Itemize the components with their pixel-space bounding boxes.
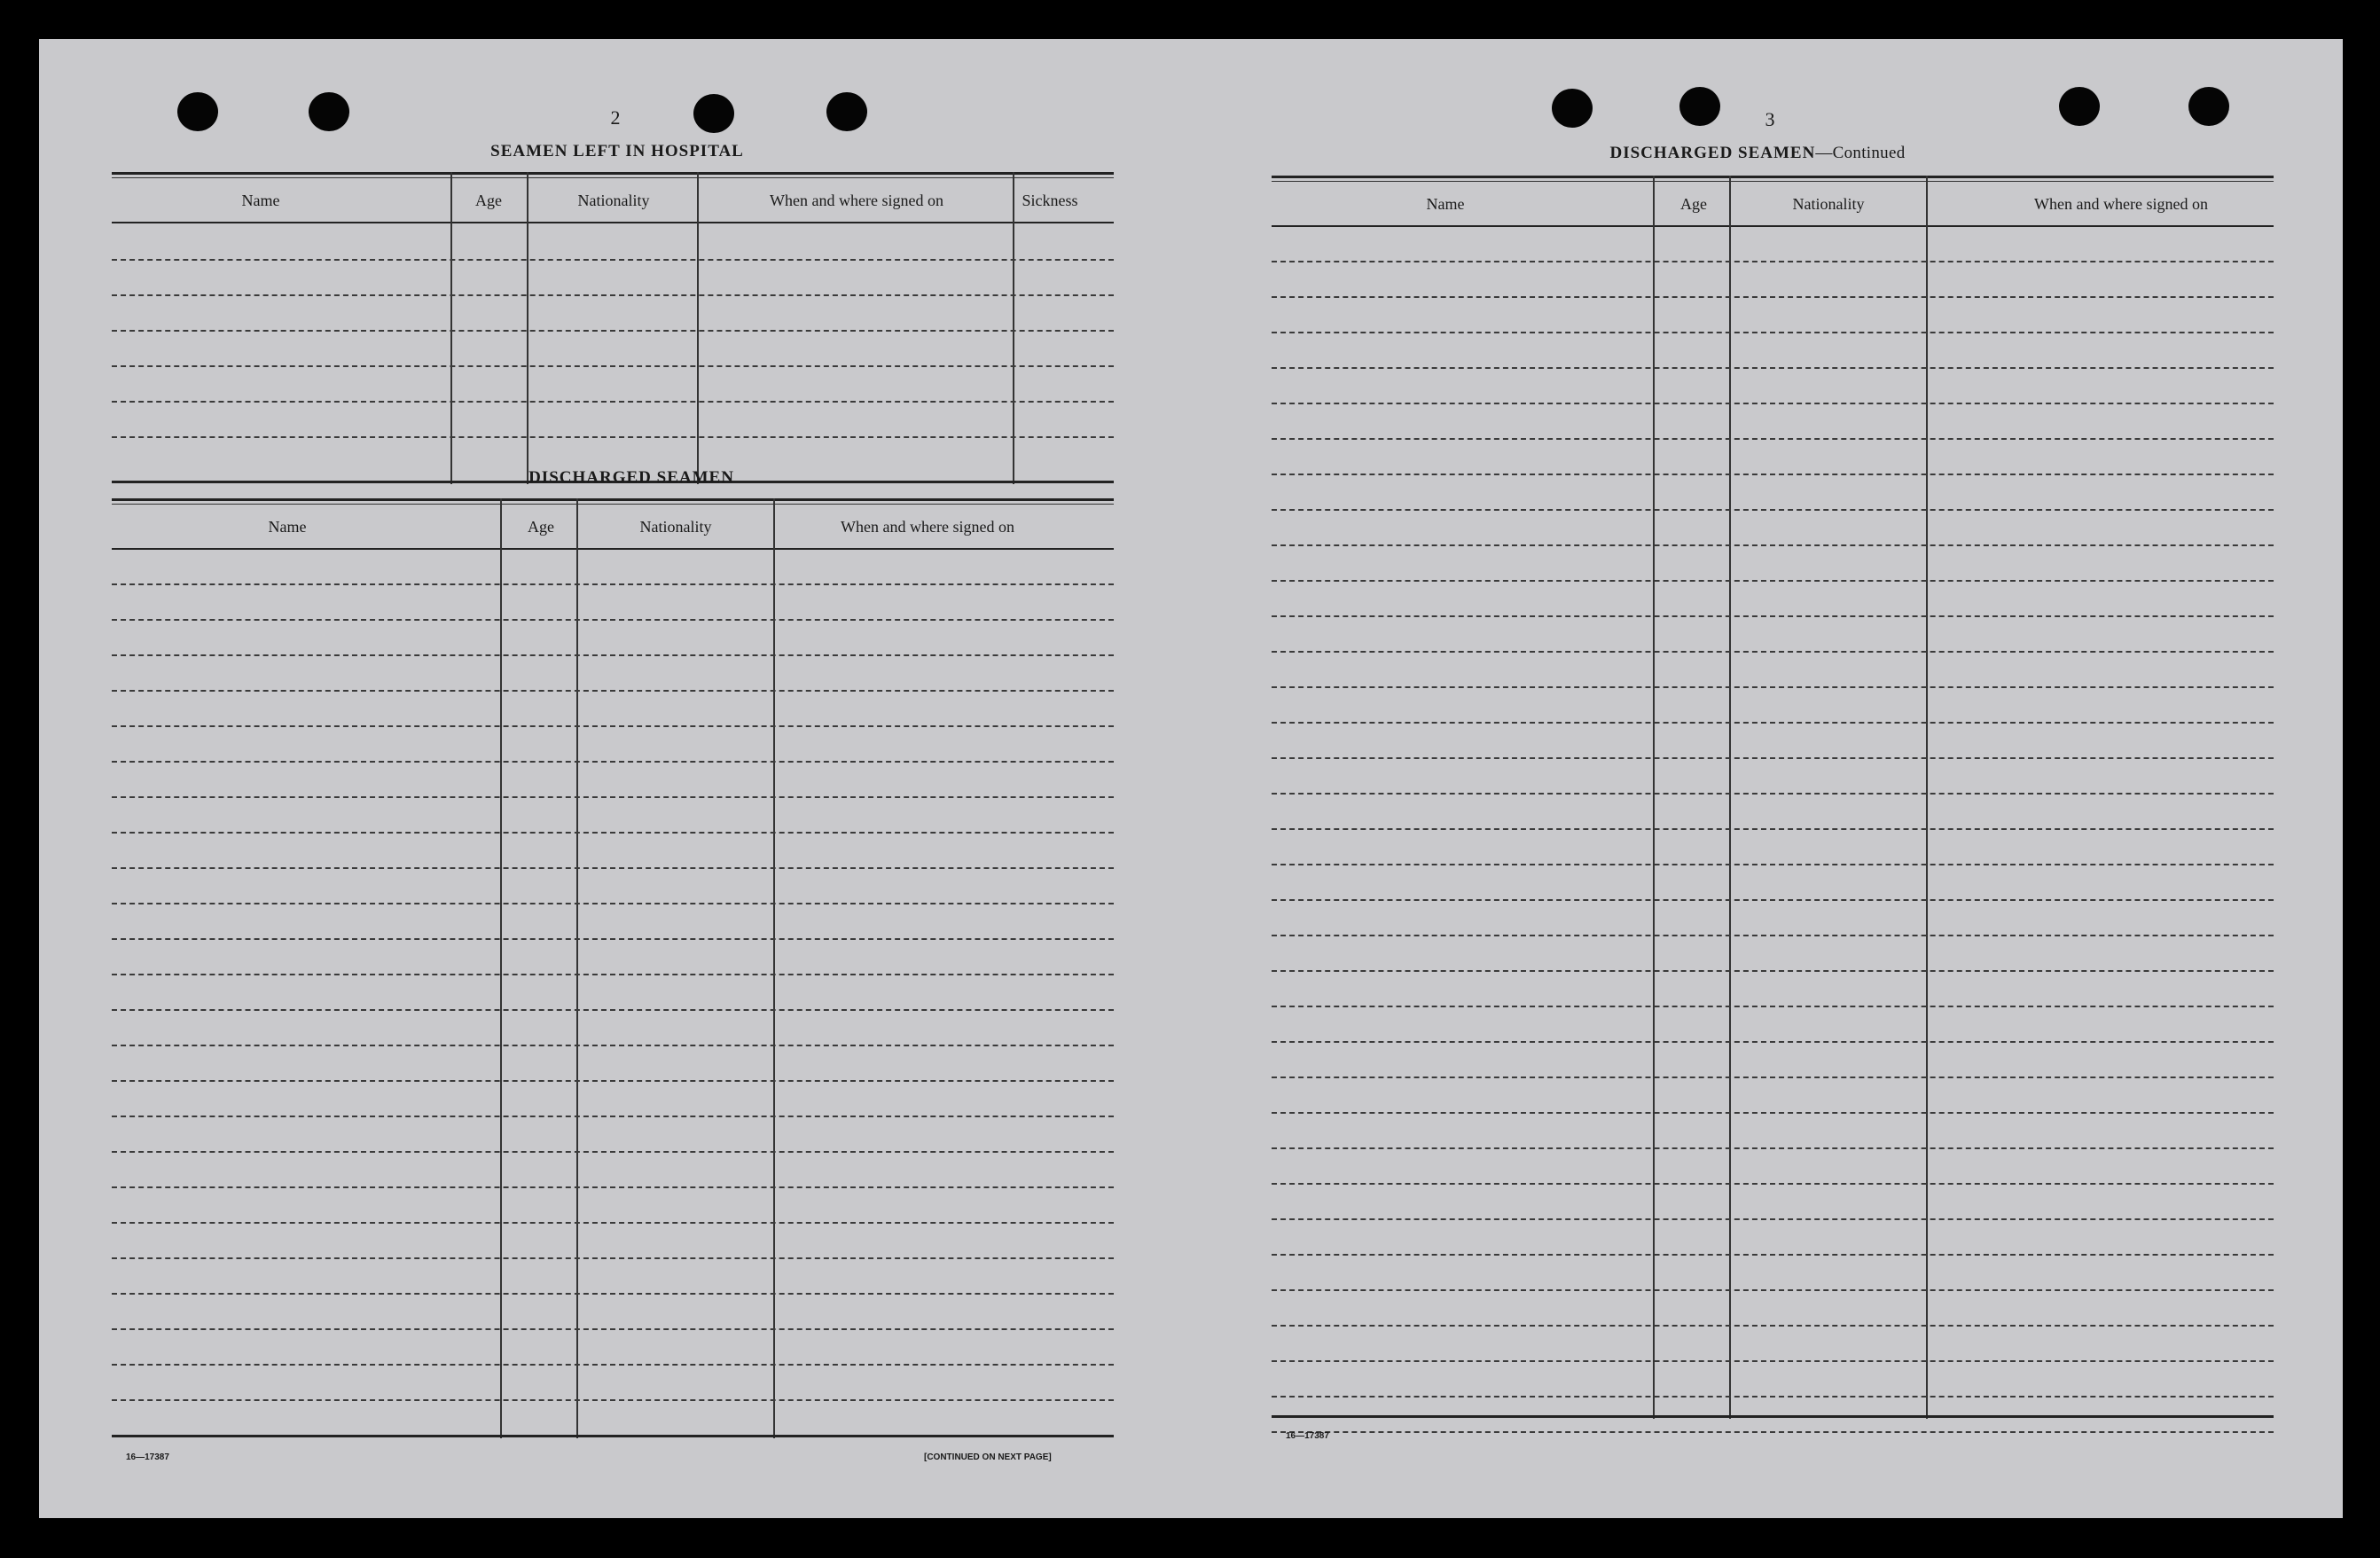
- column-divider: [1653, 176, 1655, 1419]
- column-divider: [1926, 176, 1928, 1419]
- table-row-line: [112, 1364, 1114, 1366]
- punch-hole: [1679, 87, 1720, 126]
- table-top-rule-thin: [112, 177, 1114, 178]
- table-bottom-rule: [112, 1435, 1114, 1437]
- table-row-line: [112, 1293, 1114, 1295]
- column-header-signed-on: When and where signed on: [841, 518, 1014, 536]
- column-header-signed-on: When and where signed on: [2034, 195, 2208, 213]
- table-row-line: [112, 938, 1114, 940]
- table-row-line: [112, 1045, 1114, 1046]
- column-header-age: Age: [1680, 195, 1707, 213]
- table-row-line: [112, 974, 1114, 975]
- table-row-line: [1272, 1254, 2274, 1256]
- hospital-section-title: SEAMEN LEFT IN HOSPITAL: [490, 142, 744, 160]
- table-row-line: [112, 903, 1114, 904]
- header-underline: [1272, 225, 2274, 227]
- table-top-rule-thin: [1272, 181, 2274, 182]
- hospital-table: [112, 172, 1114, 489]
- form-number-right: 16—17387: [1286, 1431, 1329, 1441]
- table-row-line: [112, 259, 1114, 261]
- column-header-nationality: Nationality: [577, 192, 650, 209]
- table-row-line: [1272, 1218, 2274, 1220]
- table-row-line: [112, 401, 1114, 403]
- table-row-line: [1272, 864, 2274, 865]
- table-row-line: [1272, 935, 2274, 936]
- table-row-line: [112, 1257, 1114, 1259]
- table-row-line: [112, 1151, 1114, 1153]
- section-title-text: DISCHARGED SEAMEN: [1609, 144, 1816, 162]
- page-number-left: 2: [610, 106, 621, 129]
- column-divider: [773, 498, 775, 1438]
- punch-hole: [2059, 87, 2100, 126]
- table-row-line: [1272, 438, 2274, 440]
- table-row-line: [112, 1222, 1114, 1224]
- table-row-line: [112, 796, 1114, 798]
- table-row-line: [1272, 899, 2274, 901]
- table-row-line: [1272, 1077, 2274, 1078]
- table-row-line: [1272, 1289, 2274, 1291]
- section-title-suffix: —Continued: [1815, 144, 1906, 162]
- table-row-line: [112, 867, 1114, 869]
- table-row-line: [1272, 615, 2274, 617]
- table-row-line: [112, 1116, 1114, 1117]
- table-row-line: [112, 1328, 1114, 1330]
- table-row-line: [1272, 1325, 2274, 1327]
- table-row-line: [1272, 722, 2274, 724]
- column-header-name: Name: [268, 518, 307, 536]
- table-row-line: [1272, 296, 2274, 298]
- table-row-line: [1272, 793, 2274, 795]
- column-header-sickness: Sickness: [1022, 192, 1078, 209]
- table-row-line: [112, 436, 1114, 438]
- table-row-line: [1272, 261, 2274, 262]
- table-row-line: [1272, 509, 2274, 511]
- table-row-line: [1272, 1147, 2274, 1149]
- table-row-line: [1272, 1041, 2274, 1043]
- punch-hole: [2188, 87, 2229, 126]
- discharged-section-title: DISCHARGED SEAMEN: [528, 468, 734, 487]
- table-row-line: [112, 690, 1114, 692]
- table-row-line: [1272, 828, 2274, 830]
- form-number-left: 16—17387: [126, 1452, 169, 1462]
- punch-hole: [826, 92, 867, 131]
- table-row-line: [1272, 332, 2274, 333]
- table-row-line: [112, 832, 1114, 834]
- continued-note: [CONTINUED ON NEXT PAGE]: [924, 1452, 1052, 1462]
- discharged-table-left: [112, 498, 1114, 1444]
- table-row-line: [1272, 1183, 2274, 1185]
- table-row-line: [112, 294, 1114, 296]
- header-underline: [112, 548, 1114, 550]
- column-divider: [576, 498, 578, 1438]
- table-row-line: [112, 725, 1114, 727]
- table-bottom-rule: [1272, 1415, 2274, 1418]
- table-row-line: [112, 761, 1114, 763]
- column-divider: [1729, 176, 1731, 1419]
- table-row-line: [1272, 1112, 2274, 1114]
- table-row-line: [1272, 757, 2274, 759]
- ledger-sheet: [39, 39, 2343, 1518]
- column-header-age: Age: [528, 518, 554, 536]
- page-number-right: 3: [1765, 108, 1775, 130]
- discharged-continued-title: [1609, 144, 1905, 163]
- table-row-line: [112, 654, 1114, 656]
- punch-hole: [1552, 89, 1593, 128]
- table-row-line: [112, 1186, 1114, 1188]
- table-top-rule: [1272, 176, 2274, 178]
- table-row-line: [112, 330, 1114, 332]
- table-row-line: [1272, 474, 2274, 475]
- column-header-name: Name: [1426, 195, 1465, 213]
- table-row-line: [112, 365, 1114, 367]
- table-row-line: [1272, 1396, 2274, 1398]
- table-top-rule: [112, 172, 1114, 175]
- table-row-line: [112, 1399, 1114, 1401]
- table-top-rule: [112, 498, 1114, 501]
- table-row-line: [1272, 367, 2274, 369]
- column-header-age: Age: [475, 192, 502, 209]
- table-row-line: [1272, 686, 2274, 688]
- table-row-line: [1272, 1360, 2274, 1362]
- table-row-line: [112, 619, 1114, 621]
- table-row-line: [112, 1009, 1114, 1011]
- table-row-line: [112, 583, 1114, 585]
- table-top-rule-thin: [112, 504, 1114, 505]
- table-row-line: [1272, 580, 2274, 582]
- table-row-line: [112, 1080, 1114, 1082]
- punch-hole: [693, 94, 734, 133]
- column-header-nationality: Nationality: [1792, 195, 1865, 213]
- column-header-name: Name: [241, 192, 280, 209]
- table-row-line: [1272, 1431, 2274, 1433]
- punch-hole: [309, 92, 349, 131]
- column-divider: [500, 498, 502, 1438]
- table-row-line: [1272, 651, 2274, 653]
- punch-hole: [177, 92, 218, 131]
- column-header-signed-on: When and where signed on: [770, 192, 943, 209]
- column-header-nationality: Nationality: [639, 518, 712, 536]
- header-underline: [112, 222, 1114, 223]
- table-row-line: [1272, 1006, 2274, 1007]
- discharged-table-right: [1272, 176, 2274, 1424]
- table-row-line: [1272, 970, 2274, 972]
- table-row-line: [1272, 544, 2274, 546]
- table-row-line: [1272, 403, 2274, 404]
